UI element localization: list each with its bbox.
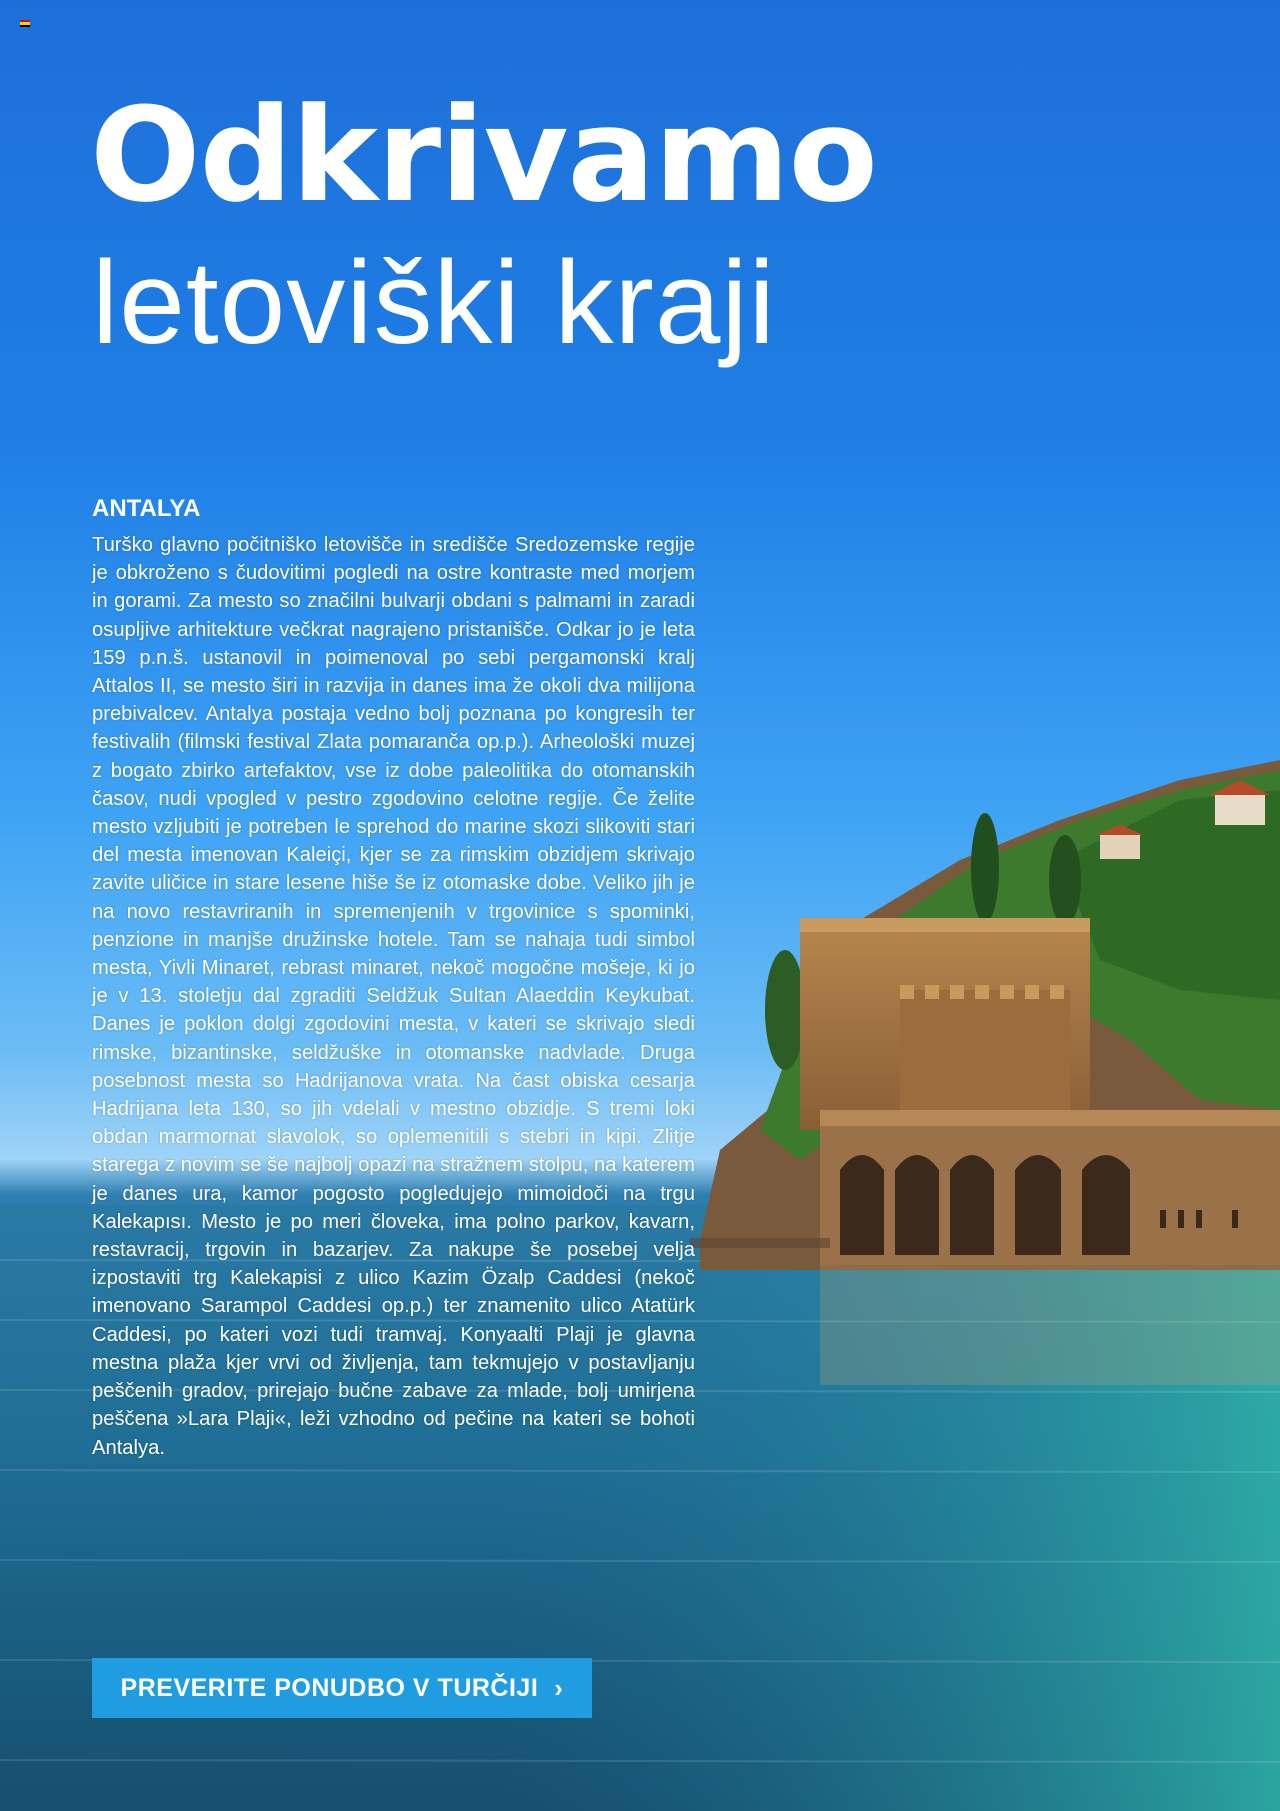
chevron-right-icon: › <box>554 1673 564 1703</box>
article <box>92 495 695 1462</box>
article-body: Turško glavno počitniško letovišče in središče Sredozemske regije je obkroženo s čudovitimi pogledi na ostre kontraste med morjem in gorami. Za mesto so značilni bulvarji obdani s palmami in zaradi osupljive arhitekture večkrat nagrajeno pristanišče. Odkar jo je leta 159 p.n.š. ustanovil in poimenoval po sebi pergamonski kralj Attalos II, se mesto širi in razvija in danes ima že okoli dva milijona prebivalcev. Antalya postaja vedno bolj poznana po kongresih ter festivalih (filmski festival Zlata pomaranča op.p.). Arheološki muzej z bogato zbirko artefaktov, vse iz dobe paleolitika do otomanskih časov, nudi vpogled v pestro zgodovino celotne regije. Če želite mesto vzljubiti je potreben le sprehod do marine skozi slikoviti stari del mesta imenovan Kaleiçi, kjer se za rimskim obzidjem skrivajo zavite uličice in stare lesene hiše še iz otomaske dobe. Veliko jih je na novo restavriranih in spremenjenih v trgovinice s spominki, penzione in manjše družinske hotele. Tam se nahaja tudi simbol mesta, Yivli Minaret, rebrast minaret, nekoč mogočne mošeje, ki jo je v 13. stoletju dal zgraditi Seldžuk Sultan Alaeddin Keykubat. Danes je poklon dolgi zgodovini mesta, v kateri se skrivajo sledi rimske, bizantinske, seldžuške in otomanske nadvlade. Druga posebnost mesta so Hadrijanova vrata. Na čast obiska cesarja Hadrijana leta 130, so jih vdelali v mestno obzidje. S tremi loki obdan marmornat slavolok, so oplemenitili s stebri in kipi. Zlitje starega z novim se še najbolj opazi na stražnem stolpu, na katerem je danes ura, kamor pogosto pogledujejo mimoidoči na trgu Kalekapısı. Mesto je po meri človeka, ima polno parkov, kavarn, restavracij, trgovin in bazarjev. Za nakupe še posebej velja izpostaviti trg Kalekapisi z ulico Kazim Özalp Caddesi (nekoč imenovano Sarampol Caddesi op.p.) ter znamenito ulico Atatürk Caddesi, po kateri vozi tudi tramvaj. Konyaalti Plaji je glavna mestna plaža kjer vrvi od življenja, tam tekmujejo v postavljanju peščenih gradov, prirejajo bučne zabave za mlade, bolj umirjena peščena »Lara Plaji«, leži vzhodno od pečine na kateri se bohoti Antalya. <box>92 534 695 1459</box>
headline-line-2: letoviški kraji <box>92 237 776 369</box>
article-title: ANTALYA <box>92 495 201 522</box>
check-offer-turkey-button[interactable] <box>92 1658 592 1718</box>
cta-label: PREVERITE PONUDBO V TURČIJI <box>120 1673 539 1702</box>
language-flag-icon <box>20 20 30 27</box>
headline-line-1: Odkrivamo <box>90 79 877 231</box>
